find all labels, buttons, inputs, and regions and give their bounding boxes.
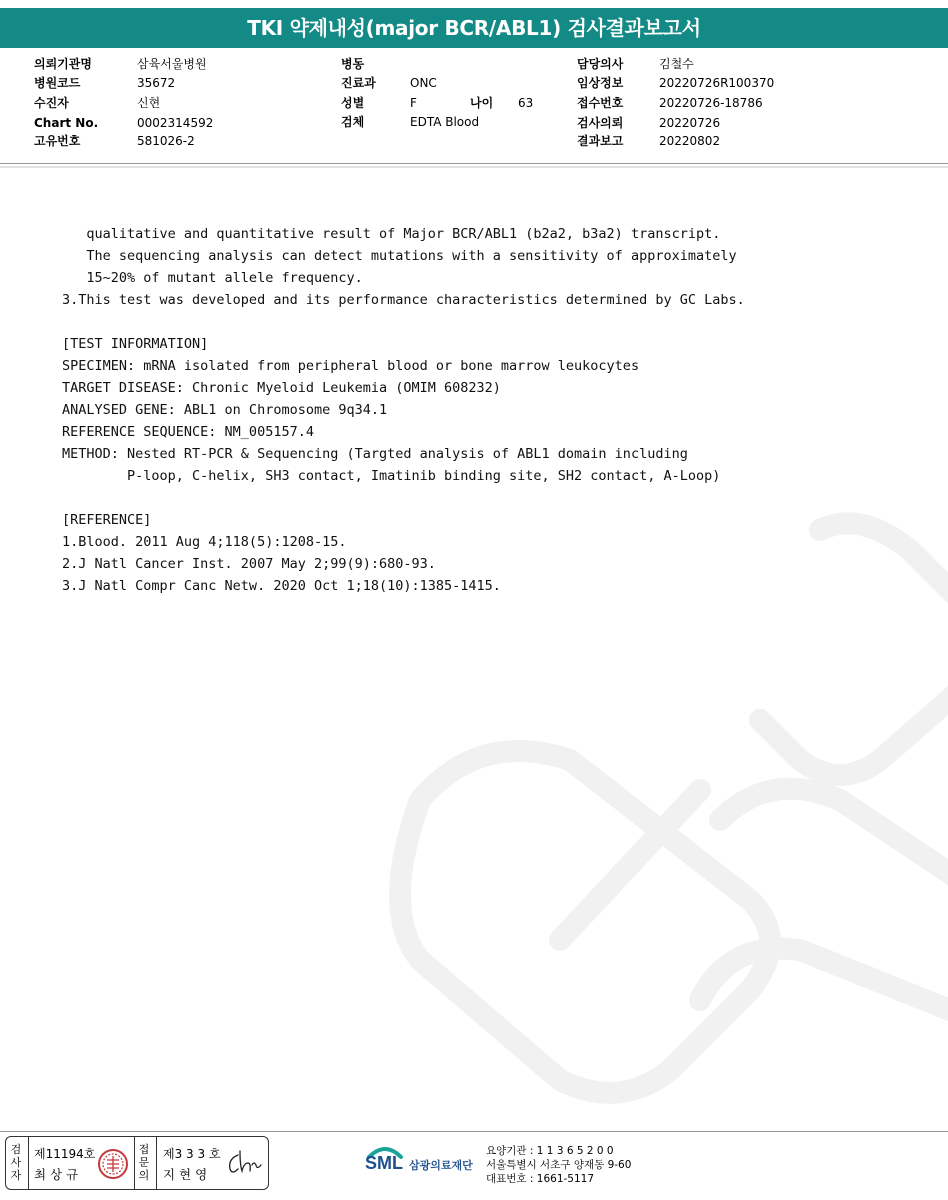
report-title-bar — [0, 8, 948, 48]
body-line: 3.This test was developed and its performance characteristics determined by GC Labs. — [62, 292, 745, 308]
signature-box — [5, 1136, 269, 1190]
inspector-label — [8, 1143, 24, 1182]
sml-logo-text: SML — [365, 1153, 403, 1173]
specimen-value: EDTA Blood — [410, 115, 480, 129]
patient-value: 신현 — [137, 96, 161, 110]
phone-number: 대표번호 : 1661-5117 — [486, 1173, 595, 1185]
client-label: 의뢰기관명 — [34, 57, 92, 71]
body-line: 15~20% of mutant allele frequency. — [62, 270, 363, 286]
request-date-label: 검사의뢰 — [577, 116, 624, 130]
institution-code: 요양기관 : 1 1 3 6 5 2 0 0 — [486, 1145, 614, 1157]
hospital-code-value: 35672 — [137, 76, 176, 90]
inspector-license: 제11194호 — [34, 1147, 96, 1161]
body-line: SPECIMEN: mRNA isolated from peripheral blood or bone marrow leukocytes — [62, 358, 640, 374]
header-divider-shadow — [0, 166, 948, 168]
age-label: 나이 — [470, 96, 494, 110]
report-title: TKI 약제내성(major BCR/ABL1) 검사결과보고서 — [247, 16, 701, 40]
request-date-value: 20220726 — [659, 116, 721, 130]
receipt-no-label: 접수번호 — [577, 96, 624, 110]
address: 서울특별시 서초구 양재동 9-60 — [486, 1159, 632, 1171]
confirm-label — [136, 1143, 152, 1182]
inspector-label-text: 검사자 — [10, 1143, 22, 1182]
signature-icon — [224, 1147, 264, 1179]
cell-divider — [156, 1137, 157, 1189]
specimen-label: 검체 — [341, 115, 365, 129]
cell-divider — [28, 1137, 29, 1189]
sex-label: 성별 — [341, 96, 365, 110]
receipt-no-value: 20220726-18786 — [659, 96, 763, 110]
body-line: The sequencing analysis can detect mutations with a sensitivity of approximately — [62, 248, 737, 264]
body-line: qualitative and quantitative result of Major BCR/ABL1 (b2a2, b3a2) transcript. — [62, 226, 721, 242]
reference-item: 3.J Natl Compr Canc Netw. 2020 Oct 1;18(10):1385-1415. — [62, 578, 501, 594]
doctor-license: 제3 3 3 호 — [163, 1147, 221, 1161]
age-value: 63 — [518, 96, 534, 110]
department-label: 진료과 — [341, 76, 376, 90]
cell-divider — [134, 1137, 135, 1189]
sex-value: F — [410, 96, 417, 110]
body-line: P-loop, C-helix, SH3 contact, Imatinib binding site, SH2 contact, A-Loop) — [62, 468, 721, 484]
section-heading: [REFERENCE] — [62, 512, 152, 528]
header-divider — [0, 163, 948, 164]
report-date-value: 20220802 — [659, 134, 721, 148]
unique-id-label: 고유번호 — [34, 134, 81, 148]
ward-label: 병동 — [341, 57, 365, 71]
unique-id-value: 581026-2 — [137, 134, 195, 148]
body-line: METHOD: Nested RT-PCR & Sequencing (Targted analysis of ABL1 domain including — [62, 446, 688, 462]
section-heading: [TEST INFORMATION] — [62, 336, 209, 352]
org-name: 삼광의료재단 — [409, 1159, 473, 1172]
reference-item: 2.J Natl Cancer Inst. 2007 May 2;99(9):680-93. — [62, 556, 436, 572]
body-line: TARGET DISEASE: Chronic Myeloid Leukemia (OMIM 608232) — [62, 380, 501, 396]
clinical-info-label: 임상정보 — [577, 76, 624, 90]
chart-no-value: 0002314592 — [137, 116, 214, 130]
client-value: 삼육서울병원 — [137, 57, 207, 71]
doctor-name: 지 현 영 — [163, 1167, 208, 1182]
patient-label: 수진자 — [34, 96, 69, 110]
footer-divider — [0, 1131, 948, 1132]
report-date-label: 결과보고 — [577, 134, 624, 148]
hospital-code-label: 병원코드 — [34, 76, 81, 90]
body-line: ANALYSED GENE: ABL1 on Chromosome 9q34.1 — [62, 402, 388, 418]
doctor-label: 담당의사 — [577, 57, 624, 71]
body-line: REFERENCE SEQUENCE: NM_005157.4 — [62, 424, 314, 440]
department-value: ONC — [410, 76, 437, 90]
seal-stamp-icon — [96, 1147, 130, 1181]
inspector-name: 최 상 규 — [34, 1167, 79, 1182]
doctor-value: 김철수 — [659, 57, 694, 71]
reference-item: 1.Blood. 2011 Aug 4;118(5):1208-15. — [62, 534, 347, 550]
confirm-label-text: 접문의 — [138, 1143, 150, 1182]
clinical-info-value: 20220726R100370 — [659, 76, 775, 90]
chart-no-label: Chart No. — [34, 116, 99, 130]
